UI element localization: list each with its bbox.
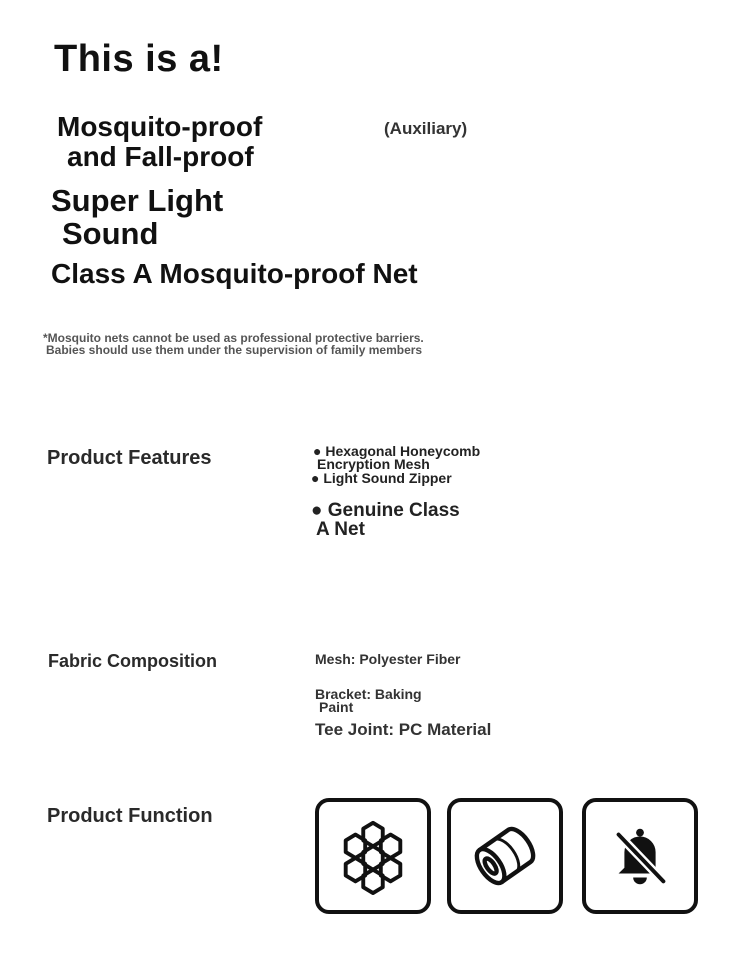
roll-feature-tile: [447, 798, 563, 914]
headline-sound: Sound: [62, 216, 159, 251]
hero-title: This is a!: [54, 38, 224, 80]
auxiliary-label: (Auxiliary): [384, 119, 468, 138]
composition-tee-joint: Tee Joint: PC Material: [315, 720, 492, 739]
feature-class-a: ● Genuine Class: [311, 500, 460, 521]
headline-mosquito-proof: Mosquito-proof: [57, 111, 263, 142]
feature-honeycomb: ● Hexagonal Honeycomb: [313, 443, 481, 459]
bell-off-icon: [601, 817, 679, 895]
roll-icon: [466, 817, 544, 895]
disclaimer-line-2: Babies should use them under the supervision of family members: [46, 343, 423, 357]
headline-super-light: Super Light: [51, 183, 224, 218]
composition-bracket: Bracket: Baking: [315, 686, 422, 702]
disclaimer-line-1: *Mosquito nets cannot be used as professional protective barriers.: [43, 331, 424, 345]
silent-feature-tile: [582, 798, 698, 914]
feature-zipper: ● Light Sound Zipper: [311, 470, 452, 486]
composition-bracket-cont: Paint: [319, 699, 354, 715]
feature-honeycomb-cont: Encryption Mesh: [317, 456, 430, 472]
feature-class-a-cont: A Net: [316, 519, 365, 540]
composition-title: Fabric Composition: [48, 651, 218, 671]
composition-mesh: Mesh: Polyester Fiber: [315, 651, 461, 667]
honeycomb-icon: [334, 817, 412, 895]
features-title: Product Features: [47, 447, 212, 469]
function-title: Product Function: [47, 805, 213, 827]
headline-fall-proof: and Fall-proof: [67, 141, 254, 172]
honeycomb-feature-tile: [315, 798, 431, 914]
headline-class-a-net: Class A Mosquito-proof Net: [51, 258, 418, 289]
